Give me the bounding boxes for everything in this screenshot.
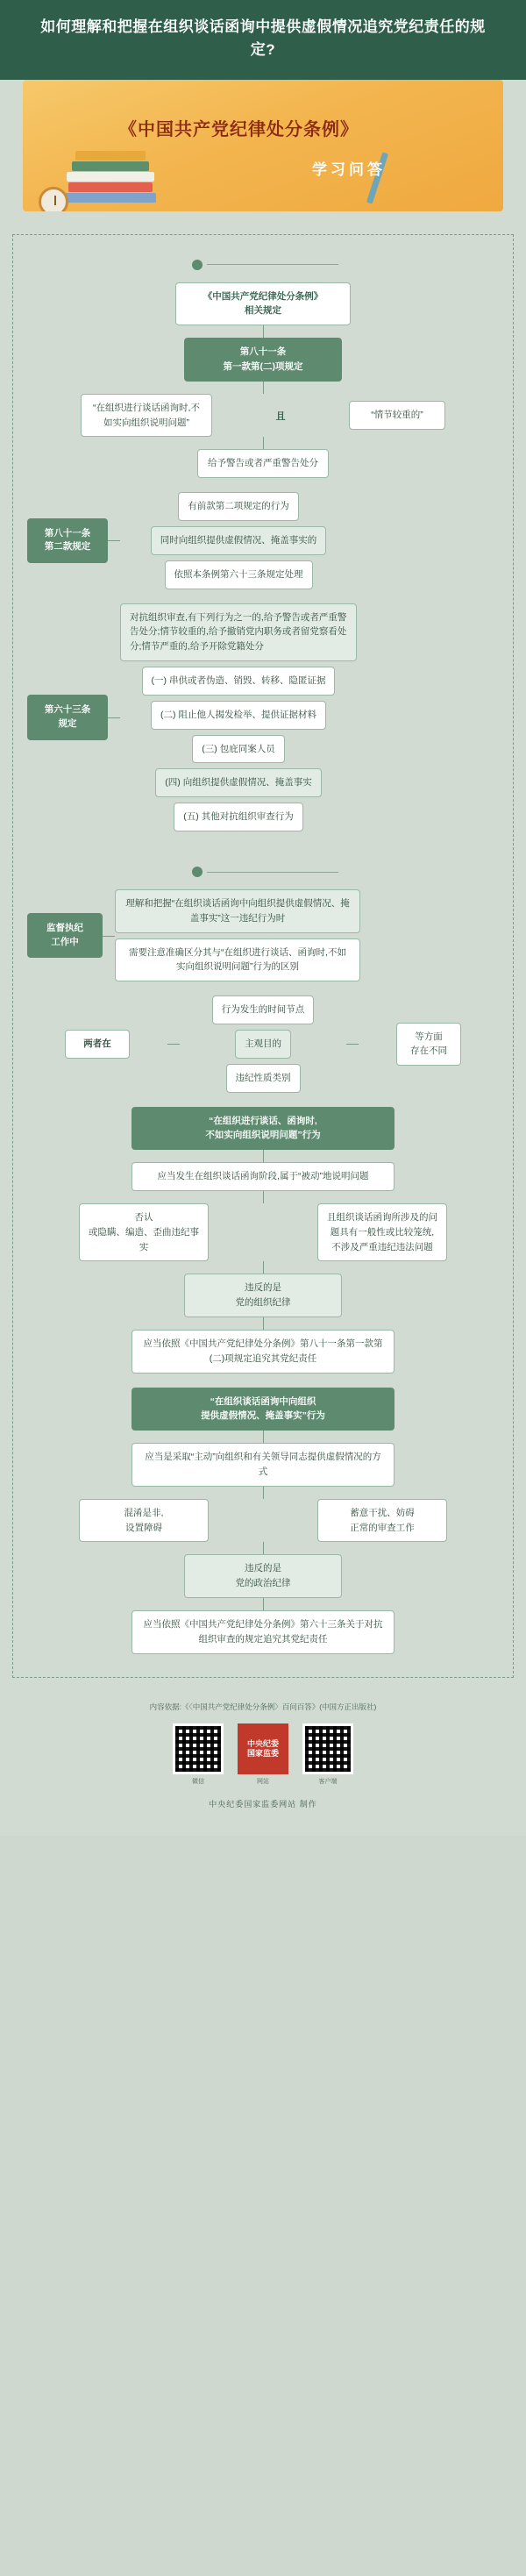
list-item: 违纪性质类别	[226, 1064, 301, 1093]
article-81-quote: “在组织进行谈话函询时,不如实向组织说明问题”	[81, 394, 212, 438]
supervision-label-line2: 工作中	[51, 936, 79, 947]
branch-1-node-4: 应当依照《中国共产党纪律处分条例》第八十一条第一款第(二)项规定追究其党纪责任	[132, 1330, 394, 1374]
hero-title: 《中国共产党纪律处分条例》	[119, 119, 359, 139]
credit-line: 中央纪委国家监委网站 制作	[209, 1799, 317, 1809]
supervision-label	[27, 913, 103, 959]
branch-2-node-2-right-line2: 正常的审查工作	[350, 1522, 415, 1533]
article-63-block	[27, 603, 499, 831]
branch-2-node-3-line1: 违反的是	[245, 1563, 281, 1574]
branch-1-node-2-left-line1: 否认	[134, 1212, 153, 1223]
comparison-row	[27, 995, 499, 1092]
list-item: 同时向组织提供虚假情况、掩盖事实的	[151, 526, 327, 555]
article-63-label-line2: 规定	[58, 717, 77, 729]
qr-caption: 客户端	[318, 1778, 338, 1785]
qr-caption: 网站	[257, 1778, 269, 1785]
qr-caption: 微信	[192, 1778, 204, 1785]
article-63-label	[27, 695, 108, 740]
supervision-block	[27, 889, 499, 981]
section-1-heading-line2: 相关规定	[245, 305, 281, 317]
article-81-2-label	[27, 518, 108, 564]
article-81-line1: 第八十一条	[239, 346, 287, 358]
branch-1-node-2-left-line2: 或隐瞒、编造、歪曲违纪事实	[89, 1226, 199, 1252]
comparison-right-line1: 等方面	[415, 1031, 443, 1042]
article-81-2-block	[27, 492, 499, 589]
books-illustration	[65, 139, 161, 203]
and-connector: 且	[275, 410, 286, 422]
branch-2-node-1: 应当是采取“主动”向组织和有关领导同志提供虚假情况的方式	[132, 1443, 394, 1487]
section-2-divider	[27, 867, 499, 877]
qr-wechat[interactable]	[173, 1723, 224, 1786]
article-81-header	[184, 338, 342, 382]
qr-website[interactable]	[238, 1723, 288, 1786]
supervision-label-line1: 监督执纪	[46, 922, 83, 933]
comparison-right	[396, 1023, 461, 1067]
comparison-label: 两者在	[65, 1030, 130, 1059]
list-item: (一) 串供或者伪造、销毁、转移、隐匿证据	[142, 667, 336, 696]
hero-subtitle: 学习问答	[312, 161, 386, 178]
article-81-severity: “情节较重的”	[349, 401, 445, 430]
list-item: (二) 阻止他人揭发检举、提供证据材料	[151, 701, 326, 730]
branch-1-title	[132, 1107, 394, 1151]
branch-1-node-3	[184, 1274, 342, 1317]
qr-row	[0, 1723, 526, 1786]
article-81-condition-row	[27, 394, 499, 438]
branch-1-title-line2: 不如实向组织说明问题”行为	[205, 1130, 321, 1141]
branch-2-title	[132, 1388, 394, 1431]
list-item: 有前款第二项规定的行为	[178, 492, 299, 521]
branch-2-node-2-row	[27, 1499, 499, 1543]
qr-center-line2: 国家监委	[246, 1748, 279, 1758]
supervision-node-b: 需要注意准确区分其与“在组织进行谈话、函询时,不如实向组织说明问题”行为的区别	[115, 938, 360, 982]
list-item: (三) 包庇同案人员	[192, 735, 284, 764]
branch-2-title-line1: “在组织谈话函询中向组织	[210, 1395, 316, 1407]
branch-2-node-2-right-line1: 蓄意干扰、妨碍	[350, 1507, 415, 1518]
list-item: (五) 其他对抗组织审查行为	[174, 803, 302, 831]
branch-2-node-3-line2: 党的政治纪律	[235, 1578, 291, 1589]
article-81-2-label-line1: 第八十一条	[44, 527, 91, 539]
section-1-heading-line1: 《中国共产党纪律处分条例》	[203, 290, 323, 302]
branch-2-node-2-left-line1: 混淆是非,	[124, 1507, 164, 1518]
branch-1-node-1: 应当发生在组织谈话函询阶段,属于“被动”地说明问题	[132, 1162, 394, 1191]
article-63-lead: 对抗组织审查,有下列行为之一的,给予警告或者严重警告处分;情节较重的,给予撤销党内职务或者留党察看处分;情节严重的,给予开除党籍处分	[120, 603, 357, 661]
list-item: 行为发生的时间节点	[212, 995, 315, 1024]
branch-1-node-2-right: 且组织谈话函询所涉及的问题具有一般性或比较笼统,不涉及严重违纪违法问题	[317, 1203, 447, 1261]
section-1-heading	[175, 282, 351, 326]
qr-center-line1: 中央纪委	[246, 1738, 279, 1748]
branch-1-node-2-row	[27, 1203, 499, 1261]
branch-1-title-line1: “在组织进行谈话、函询时,	[209, 1115, 317, 1126]
source-note: 内容依据:《〈中国共产党纪律处分条例〉百问百答》(中国方正出版社)	[149, 1702, 377, 1711]
branch-2-node-4: 应当依照《中国共产党纪律处分条例》第六十三条关于对抗组织审查的规定追究其党纪责任	[132, 1610, 394, 1654]
branch-2-node-2-left-line2: 设置障碍	[125, 1522, 162, 1533]
list-item: (四) 向组织提供虚假情况、掩盖事实	[155, 768, 321, 797]
hero-banner	[23, 80, 503, 211]
branch-2-node-3	[184, 1554, 342, 1598]
page-title: 如何理解和把握在组织谈话函询中提供虚假情况追究党纪责任的规定?	[0, 0, 526, 80]
article-81-line2: 第一款第(二)项规定	[223, 361, 303, 373]
branch-2-title-line2: 提供虚假情况、掩盖事实”行为	[201, 1410, 325, 1422]
branch-2-node-2-right	[317, 1499, 447, 1543]
branch-1-node-3-line1: 违反的是	[245, 1282, 281, 1294]
section-1-divider	[27, 260, 499, 270]
branch-1-node-2-left	[79, 1203, 209, 1261]
article-63-label-line1: 第六十三条	[44, 704, 91, 716]
supervision-node-a: 理解和把握“在组织谈话函询中向组织提供虚假情况、掩盖事实”这一违纪行为时	[115, 889, 360, 933]
comparison-right-line2: 存在不同	[410, 1045, 447, 1057]
article-81-2-label-line2: 第二款规定	[44, 541, 91, 553]
branch-2-node-2-left	[79, 1499, 209, 1543]
article-81-penalty: 给予警告或者严重警告处分	[197, 449, 329, 478]
list-item: 主观目的	[235, 1030, 291, 1059]
qr-app[interactable]	[302, 1723, 353, 1786]
list-item: 依照本条例第六十三条规定处理	[165, 560, 313, 589]
branch-1-node-3-line2: 党的组织纪律	[235, 1297, 291, 1309]
clock-icon	[39, 187, 68, 211]
content-panel	[12, 234, 514, 1678]
